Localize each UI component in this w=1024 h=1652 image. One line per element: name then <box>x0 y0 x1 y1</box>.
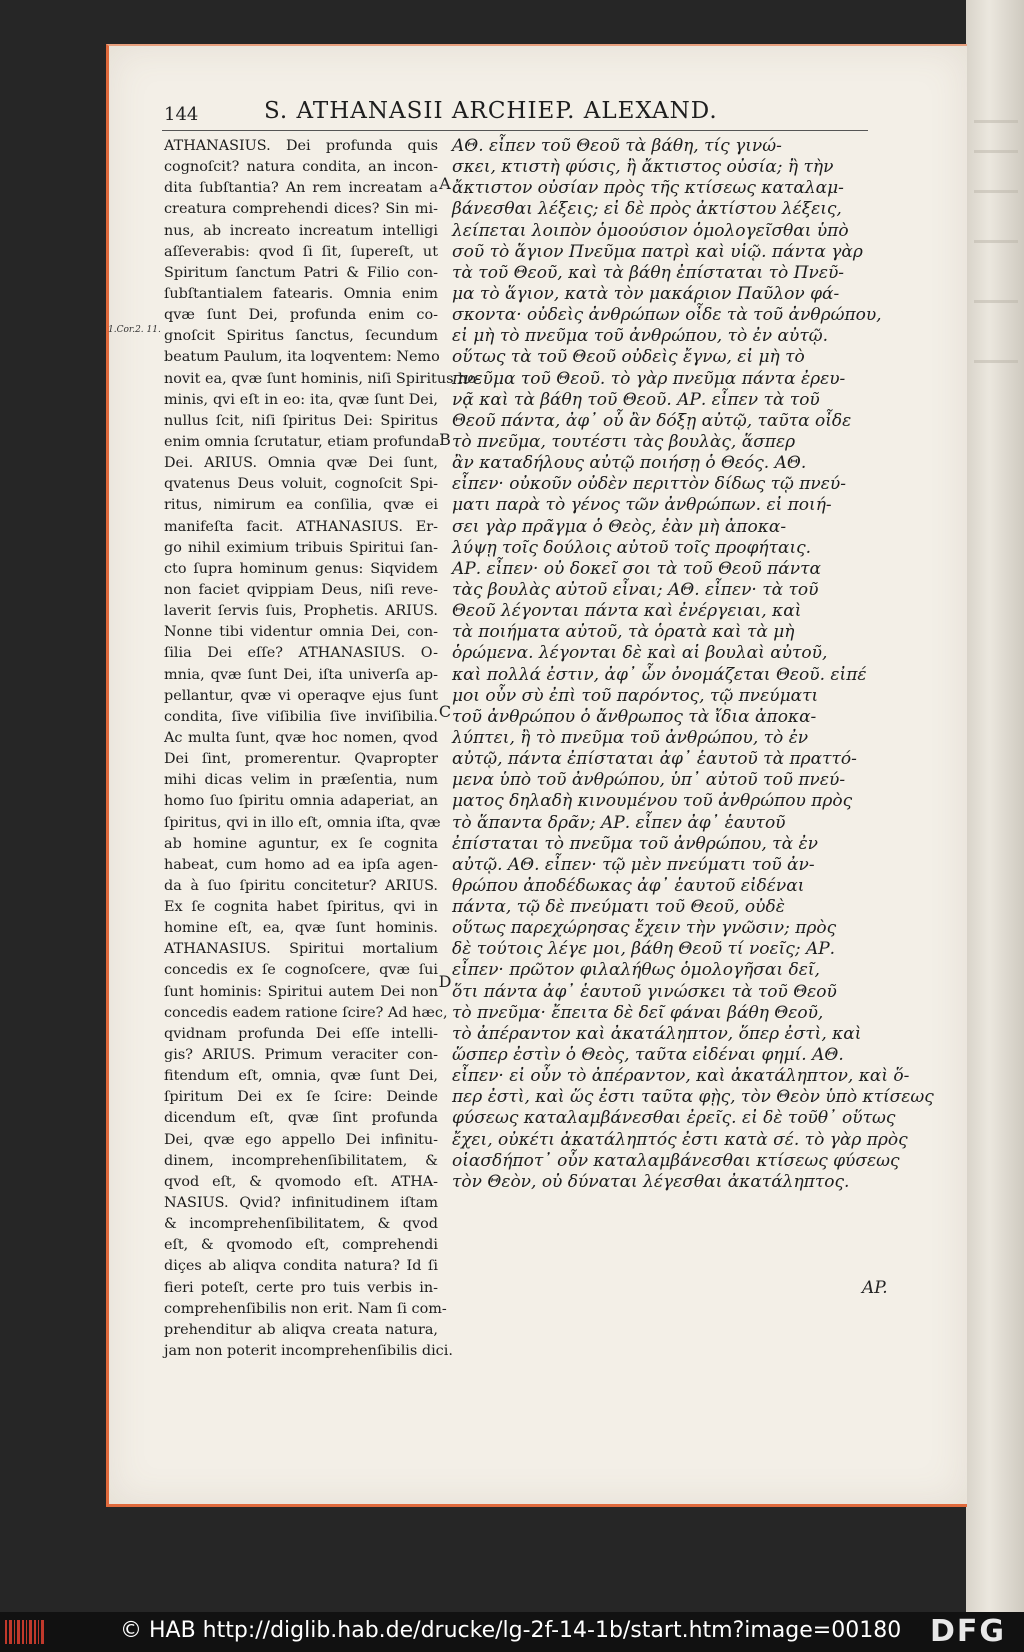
latin-text-line: eſt, & qvomodo eſt, comprehendi <box>164 1237 438 1254</box>
greek-text-line: ἐπίσταται τὸ πνεῦμα τοῦ ἀνθρώπου, τὰ ἐν <box>452 833 818 854</box>
latin-text-line: ATHANASIUS. Spiritui mortalium <box>164 941 438 958</box>
greek-text-line: ἄκτιστον οὐσίαν πρὸς τῆς κτίσεως καταλαμ- <box>452 178 844 199</box>
latin-text-line: concedis eadem ratione ſcire? Ad hæc, <box>164 1004 448 1021</box>
greek-text-line: ματι παρὰ τὸ γένος τῶν ἀνθρώπων. εἰ ποιή- <box>452 495 832 516</box>
greek-text-line: τὸ ἀπέραντον καὶ ἀκατάληπτον, ὅπερ ἐστὶ, καὶ <box>452 1023 862 1044</box>
latin-text-line: concedis ex ſe cognoſcere, qvæ ſui <box>164 962 438 979</box>
greek-text-line: τὸ πνεῦμα· ἔπειτα δὲ δεῖ φάναι βάθη Θεοῦ, <box>452 1002 824 1023</box>
greek-text-line: ἂν καταδήλους αὐτῷ ποιήσῃ ὁ Θεός. ΑΘ. <box>452 453 807 474</box>
section-letter-d: D <box>438 972 452 991</box>
footer-bar <box>0 1612 1024 1652</box>
greek-text-line: Θεοῦ λέγονται πάντα καὶ ἐνέργειαι, καὶ <box>452 601 802 622</box>
greek-text-line: ΑΡ. εἶπεν· οὐ δοκεῖ σοι τὰ τοῦ Θεοῦ πάντα <box>452 558 822 579</box>
greek-text-line: ματος δηλαδὴ κινουμένου τοῦ ἀνθρώπου πρὸς <box>452 791 853 812</box>
latin-text-line: ſilia Dei eſſe? ATHANASIUS. O- <box>164 645 438 662</box>
greek-text-line: εἶπεν· εἰ οὖν τὸ ἀπέραντον, καὶ ἀκατάληπτον, καὶ ὅ- <box>452 1066 910 1087</box>
greek-text-line: ἔχει, οὐκέτι ἀκατάληπτός ἐστι κατὰ σέ. τὸ γὰρ πρὸς <box>452 1129 908 1150</box>
latin-text-line: qvidnam profunda Dei eſſe intelli- <box>164 1025 438 1042</box>
latin-text-line: comprehenſibilis non erit. Nam ſi com- <box>164 1300 447 1317</box>
copyright-text: © HAB http://diglib.hab.de/drucke/lg-2f-14-1b/start.htm?image=00180 <box>120 1618 902 1643</box>
latin-text-line: ſpiritum Dei ex ſe ſcire: Deinde <box>164 1089 438 1106</box>
latin-text-line: laverit ſervis ſuis, Prophetis. ARIUS. <box>164 603 438 620</box>
barcode-icon <box>4 1618 46 1646</box>
latin-text-line: fitendum eſt, omnia, qvæ ſunt Dei, <box>164 1068 438 1085</box>
latin-text-line: mihi dicas velim in præſentia, num <box>164 772 438 789</box>
greek-text-line: ΑΘ. εἶπεν τοῦ Θεοῦ τὰ βάθη, τίς γινώ- <box>452 136 782 156</box>
section-letter-b: B <box>439 430 451 449</box>
margin-note: 1.Cor.2. 11. <box>108 325 161 335</box>
greek-text-line: τὸ ἅπαντα δρᾶν; ΑΡ. εἶπεν ἀφ᾽ ἑαυτοῦ <box>452 812 786 833</box>
greek-text-line: λείπεται λοιπὸν ὁμοούσιον ὁμολογεῖσθαι ὑπὸ <box>452 220 849 241</box>
latin-text-line: ritus, nimirum ea conſilia, qvæ ei <box>164 497 438 514</box>
latin-text-line: prehenditur ab aliqva creata natura, <box>164 1321 438 1338</box>
latin-text-line: non faciet qvippiam Deus, niſi reve- <box>164 581 438 598</box>
greek-text-line: βάνεσθαι λέξεις; εἰ δὲ πρὸς ἀκτίστου λέξεις, <box>452 199 842 220</box>
greek-text-line: φύσεως καταλαμβάνεσθαι ἐρεῖς. εἰ δὲ τοῦθ᾽ οὕτως <box>452 1108 896 1129</box>
greek-text-line: σκει, κτιστὴ φύσις, ἢ ἄκτιστος οὐσία; ἢ τὴν <box>452 157 834 178</box>
greek-text-line: εἶπεν· πρῶτον φιλαλήθως ὁμολογῆσαι δεῖ, <box>452 960 820 981</box>
greek-text-line: οὕτως παρεχώρησας ἔχειν τὴν γνῶσιν; πρὸς <box>452 918 837 939</box>
greek-column <box>452 136 934 1193</box>
latin-text-line: creatura comprehendi dices? Sin mi- <box>164 201 438 218</box>
latin-text-line: homine eſt, ea, qvæ ſunt hominis. <box>164 920 438 937</box>
latin-text-line: nullus ſcit, niſi ſpiritus Dei: Spiritus <box>164 412 438 429</box>
latin-text-line: beatum Paulum, ita loqventem: Nemo <box>164 349 440 366</box>
latin-text-line: Dei, qvæ ego appello Dei infinitu- <box>164 1131 438 1148</box>
latin-text-line: habeat, cum homo ad ea ipſa agen- <box>164 856 438 873</box>
latin-text-line: manifeſta facit. ATHANASIUS. Er- <box>164 518 438 535</box>
latin-text-line: qvod eſt, & qvomodo eſt. ATHA- <box>164 1173 438 1190</box>
greek-text-line: λύπτει, ἢ τὸ πνεῦμα τοῦ ἀνθρώπου, τὸ ἐν <box>452 727 809 748</box>
latin-text-line: Nonne tibi videntur omnia Dei, con- <box>164 624 438 641</box>
latin-text-line: novit ea, qvæ ſunt hominis, niſi Spiritus ho- <box>164 370 481 387</box>
greek-text-line: εἰ μὴ τὸ πνεῦμα τοῦ ἀνθρώπου, τὸ ἐν αὐτῷ. <box>452 326 828 347</box>
greek-text-line: τὰ τοῦ Θεοῦ, καὶ τὰ βάθη ἐπίσταται τὸ Πνεῦ- <box>452 262 845 283</box>
greek-text-line: μοι οὖν σὺ ἐπὶ τοῦ παρόντος, τῷ πνεύματι <box>452 685 819 706</box>
greek-text-line: σκοντα· οὐδεὶς ἀνθρώπων οἶδε τὰ τοῦ ἀνθρώπου, <box>452 305 882 326</box>
latin-text-line: dinem, incomprehenſibilitatem, & <box>164 1152 438 1169</box>
greek-text-line: οἱασδήποτ᾽ οὖν καταλαμβάνεσθαι κτίσεως φύσεως <box>452 1150 900 1171</box>
greek-text-line: περ ἐστὶ, καὶ ὥς ἐστι ταῦτα φῂς, τὸν Θεὸν ὑπὸ κτίσεως <box>452 1087 934 1108</box>
greek-text-line: ὅτι πάντα ἀφ᾽ ἑαυτοῦ γινώσκει τὰ τοῦ Θεοῦ <box>452 981 837 1002</box>
greek-text-line: ὁρώμενα. λέγονται δὲ καὶ αἱ βουλαὶ αὐτοῦ, <box>452 643 828 664</box>
greek-text-line: τοῦ ἀνθρώπου ὁ ἄνθρωπος τὰ ἴδια ἀποκα- <box>452 706 817 727</box>
greek-text-line: λύψῃ τοῖς δούλοις αὐτοῦ τοῖς προφήταις. <box>452 537 812 558</box>
latin-text-line: Dei ſint, promerentur. Qvapropter <box>164 751 438 768</box>
greek-text-line: σοῦ τὸ ἅγιον Πνεῦμα πατρὶ καὶ υἱῷ. πάντα γὰρ <box>452 241 863 262</box>
greek-text-line: οὕτως τὰ τοῦ Θεοῦ οὐδεὶς ἔγνω, εἰ μὴ τὸ <box>452 347 805 368</box>
greek-text-line: θρώπου ἀποδέδωκας ἀφ᾽ ἑαυτοῦ εἰδέναι <box>452 875 805 896</box>
greek-text-line: καὶ πολλά ἐστιν, ἀφ᾽ ὧν ὀνομάζεται Θεοῦ. εἰπέ <box>452 664 867 685</box>
latin-text-line: pellantur, qvæ vi operaqve ejus ſunt <box>164 687 438 704</box>
header-rule <box>162 130 868 131</box>
latin-text-line: fieri poteſt, certe pro tuis verbis in- <box>164 1279 438 1296</box>
latin-text-line: Dei. ARIUS. Omnia qvæ Dei ſunt, <box>164 455 438 472</box>
latin-text-line: dita ſubſtantia? An rem increatam a <box>164 180 438 197</box>
greek-text-line: πάντα, τῷ δὲ πνεύματι τοῦ Θεοῦ, οὐδὲ <box>452 897 785 918</box>
section-letter-c: C <box>438 702 452 721</box>
latin-text-line: gis? ARIUS. Primum veraciter con- <box>164 1047 438 1064</box>
latin-text-line: & incomprehenſibilitatem, & qvod <box>164 1216 438 1233</box>
page-number: 144 <box>164 104 199 125</box>
latin-text-line: aſſeverabis: qvod ſi ſit, ſupereſt, ut <box>164 243 438 260</box>
latin-text-line: go nihil eximium tribuis Spiritui ſan- <box>164 539 438 556</box>
latin-text-line: ſunt hominis: Spiritui autem Dei non <box>164 983 438 1000</box>
greek-text-line: πνεῦμα τοῦ Θεοῦ. τὸ γὰρ πνεῦμα πάντα ἐρευ- <box>452 368 846 389</box>
greek-text-line: εἶπεν· οὐκοῦν οὐδὲν περιττὸν δίδως τῷ πνεύ- <box>452 474 846 495</box>
latin-text-line: ab homine aguntur, ex ſe cognita <box>164 835 438 852</box>
running-head: S. ATHANASII ARCHIEP. ALEXAND. <box>264 98 718 124</box>
latin-text-line: Ac multa ſunt, qvæ hoc nomen, qvod <box>164 729 438 746</box>
latin-text-line: minis, qvi eſt in eo: ita, qvæ ſunt Dei, <box>164 391 438 408</box>
latin-text-line: diçes ab aliqva condita natura? Id ſi <box>164 1258 438 1275</box>
greek-text-line: Θεοῦ πάντα, ἀφ᾽ οὗ ἂν δόξῃ αὐτῷ, ταῦτα οἶδε <box>452 410 852 431</box>
greek-text-line: τὰς βουλὰς αὐτοῦ εἶναι; ΑΘ. εἶπεν· τὰ τοῦ <box>452 579 819 600</box>
latin-text-line: ſpiritus, qvi in illo eſt, omnia iſta, qvæ <box>164 814 441 831</box>
latin-text-line: homo ſuo ſpiritu omnia adaperiat, an <box>164 793 438 810</box>
section-letter-a: A <box>439 174 451 193</box>
latin-text-line: qvæ ſunt Dei, profunda enim co- <box>164 307 438 324</box>
greek-text-line: δὲ τούτοις λέγε μοι, βάθη Θεοῦ τί νοεῖς; ΑΡ. <box>452 939 836 960</box>
latin-text-line: gnoſcit Spiritus ſanctus, ſecundum <box>164 328 438 345</box>
latin-text-line: jam non poterit incomprehenſibilis dici. <box>164 1343 453 1360</box>
latin-text-line: ſubſtantialem fatearis. Omnia enim <box>164 285 438 302</box>
latin-text-line: ATHANASIUS. Dei profunda quis <box>164 138 438 154</box>
facing-page-edge <box>966 0 1024 1612</box>
greek-text-line: αὐτῷ, πάντα ἐπίσταται ἀφ᾽ ἑαυτοῦ τὰ πραττό- <box>452 749 857 770</box>
latin-text-line: condita, ſive viſibilia ſive inviſibilia. <box>164 708 438 725</box>
latin-text-line: nus, ab increato increatum intelligi <box>164 222 438 239</box>
latin-text-line: dicendum eſt, qvæ ſint profunda <box>164 1110 438 1127</box>
latin-text-line: cognoſcit? natura condita, an incon- <box>164 159 438 176</box>
greek-text-line: νᾷ καὶ τὰ βάθη τοῦ Θεοῦ. ΑΡ. εἶπεν τὰ τοῦ <box>452 389 820 410</box>
latin-text-line: qvatenus Deus voluit, cognoſcit Spi- <box>164 476 438 493</box>
latin-text-line: NASIUS. Qvid? infinitudinem iſtam <box>164 1195 438 1212</box>
latin-text-line: Spiritum ſanctum Patri & Filio con- <box>164 264 438 281</box>
greek-text-line: τὰ ποιήματα αὐτοῦ, τὰ ὁρατὰ καὶ τὰ μὴ <box>452 622 795 643</box>
latin-text-line: Ex ſe cognita habet ſpiritus, qvi in <box>164 899 438 916</box>
greek-text-line: σει γὰρ πρᾶγμα ὁ Θεὸς, ἐὰν μὴ ἀποκα- <box>452 516 787 537</box>
greek-text-line: τὸ πνεῦμα, τουτέστι τὰς βουλὰς, ἅσπερ <box>452 431 796 452</box>
greek-text-line: μα τὸ ἅγιον, κατὰ τὸν μακάριον Παῦλον φά- <box>452 283 840 304</box>
latin-text-line: mnia, qvæ ſunt Dei, iſta univerſa ap- <box>164 666 438 683</box>
greek-text-line: μενα ὑπὸ τοῦ ἀνθρώπου, ὑπ᾽ αὐτοῦ τοῦ πνεύ- <box>452 770 846 791</box>
greek-text-line: αὐτῷ. ΑΘ. εἶπεν· τῷ μὲν πνεύματι τοῦ ἀν- <box>452 854 815 875</box>
latin-text-line: da à ſuo ſpiritu concitetur? ARIUS. <box>164 877 438 894</box>
catchword: AP. <box>862 1278 888 1298</box>
greek-text-line: ὥσπερ ἐστὶν ὁ Θεὸς, ταῦτα εἰδέναι φημί. ΑΘ. <box>452 1045 844 1066</box>
latin-text-line: enim omnia ſcrutatur, etiam profunda <box>164 433 440 450</box>
greek-text-line: τὸν Θεὸν, οὐ δύναται λέγεσθαι ἀκατάληπτος. <box>452 1171 850 1192</box>
latin-column <box>164 136 481 1362</box>
dfg-logo: DFG <box>930 1614 1007 1649</box>
latin-text-line: cto ſupra hominum genus: Siqvidem <box>164 560 438 577</box>
